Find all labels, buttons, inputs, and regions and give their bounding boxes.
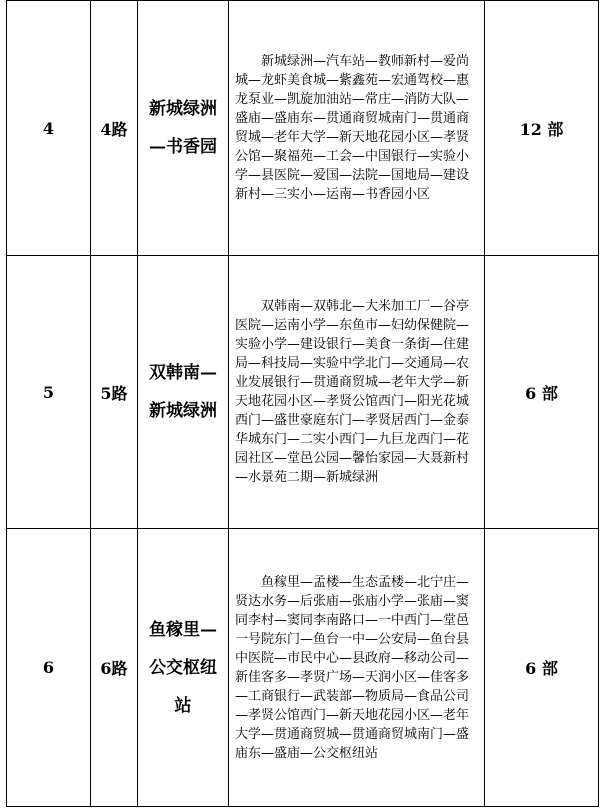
route-stops-cell	[229, 256, 485, 529]
table-row	[7, 256, 599, 529]
route-stops: 双韩南—双韩北—大米加工厂—谷亭医院—运南小学—东鱼市—妇幼保健院—实验小学—建设银行—美食一条街—住建局—科技局—实验中学北门—交通局—农业发展银行—贯通商贸城—老年大学—新天地花园小区—孝贤公馆西门—阳光花城西门—盛世豪庭东门—孝贤居西门—金泰华城东门—二实小西门—九巨龙西门—花园社区—堂邑公园—馨怡家园—大聂新村—水景苑二期—新城绿洲	[235, 299, 470, 485]
route-stops: 新城绿洲—汽车站—教师新村—爱尚城—龙虾美食城—紫鑫苑—宏通驾校—惠龙泵业—凯旋加油站—常庄—消防大队—盛庙—盛庙东—贯通商贸城南门—贯通商贸城—老年大学—新天地花园小区—孝贤公馆—聚福苑—工会—中国银行—实验小学—县医院—爱国—法院—国地局—建设新村—三实小—运南—书香园小区	[235, 54, 470, 202]
row-number: 6	[7, 529, 91, 807]
route-stops-cell	[229, 1, 485, 256]
route-stops: 鱼稼里—孟楼—生态孟楼—北宁庄—贤达水务—后张庙—张庙小学—张庙—窦同李村—窦同李南路口—一中西门—堂邑一号院东门—鱼台一中—公安局—鱼台县中医院—市民中心—县政府—移动公司—新佳客多—孝贤广场—天润小区—佳客多—工商银行—武装部—物质局—食品公司—孝贤公馆西门—新天地花园小区—老年大学—贯通商贸城—贯通商贸城南门—盛庙东—盛庙—公交枢纽站	[235, 574, 470, 761]
route-name: 双韩南—新城绿洲	[138, 256, 229, 529]
vehicle-count: 6 部	[485, 256, 599, 529]
bus-route-table	[6, 0, 599, 807]
route-line: 5路	[91, 256, 138, 529]
route-stops-cell	[229, 529, 485, 807]
route-name: 新城绿洲—书香园	[138, 1, 229, 256]
vehicle-count: 12 部	[485, 1, 599, 256]
vehicle-count: 6 部	[485, 529, 599, 807]
table-row	[7, 1, 599, 256]
row-number: 4	[7, 1, 91, 256]
row-number: 5	[7, 256, 91, 529]
route-line: 4路	[91, 1, 138, 256]
route-line: 6路	[91, 529, 138, 807]
route-name: 鱼稼里—公交枢纽站	[138, 529, 229, 807]
table-row	[7, 529, 599, 807]
